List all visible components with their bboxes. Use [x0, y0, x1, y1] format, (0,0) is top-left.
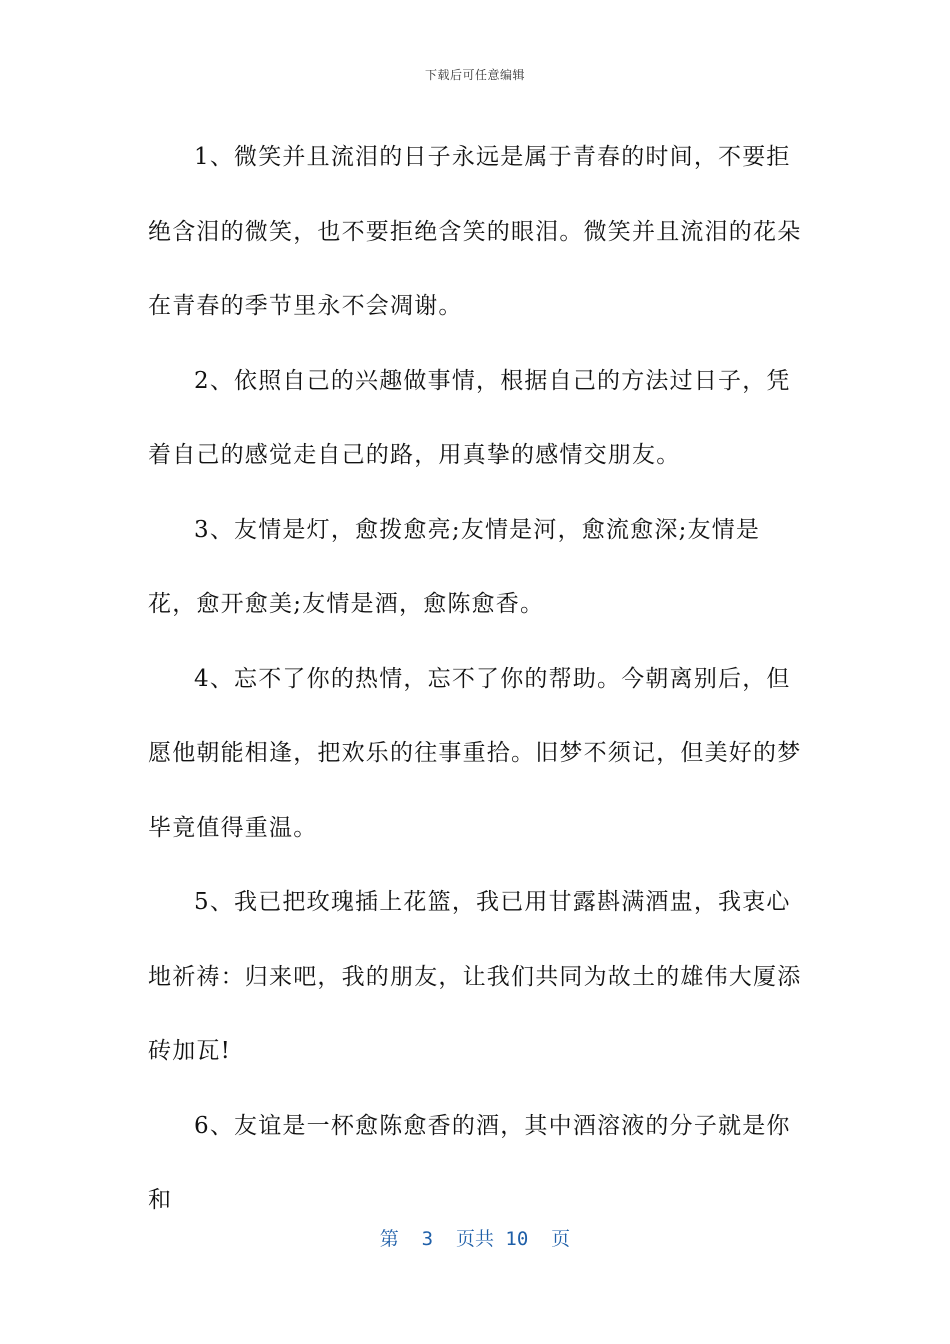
page-number-footer: 第 3 页共 10 页 [379, 1228, 571, 1250]
paragraph-3: 3、友情是灯，愈拨愈亮;友情是河，愈流愈深;友情是花，愈开愈美;友情是酒，愈陈愈香。 [148, 516, 761, 617]
page-header: 下载后可任意编辑 [424, 68, 525, 82]
paragraph-6: 6、友谊是一杯愈陈愈香的酒，其中酒溶液的分子就是你和 [148, 1112, 791, 1213]
paragraph-4: 4、忘不了你的热情，忘不了你的帮助。今朝离别后，但愿他朝能相逢，把欢乐的往事重拾。旧梦不须记，但美好的梦毕竟值得重温。 [148, 665, 802, 841]
paragraph-2: 2、依照自己的兴趣做事情，根据自己的方法过日子，凭着自己的感觉走自己的路，用真挚的感情交朋友。 [148, 367, 791, 468]
paragraph-5: 5、我已把玫瑰插上花篮，我已用甘露斟满酒盅，我衷心地祈祷：归来吧，我的朋友，让我们共同为故土的雄伟大厦添砖加瓦! [148, 889, 802, 1064]
document-body [148, 120, 808, 1238]
paragraph-1: 1、微笑并且流泪的日子永远是属于青春的时间，不要拒绝含泪的微笑，也不要拒绝含笑的眼泪。微笑并且流泪的花朵在青春的季节里永不会凋谢。 [148, 144, 802, 319]
